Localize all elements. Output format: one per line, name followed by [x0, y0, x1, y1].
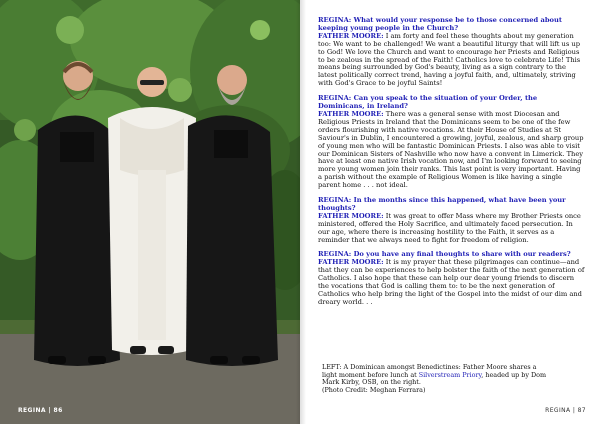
- photo-caption: [322, 364, 552, 394]
- page-number-left: REGINA | 86: [18, 407, 63, 414]
- interview-question: REGINA: In the months since this happened, what have been your thoughts?: [318, 196, 566, 212]
- silverstream-priory-link[interactable]: Silverstream Priory: [418, 370, 482, 379]
- interview-speaker: FATHER MOORE:: [318, 109, 384, 118]
- interview-answer: There was a general sense with most Diocesan and Religious Priests in Ireland that the Dominicans seem to be one of the few orders flourishing with native vocations. At their House of Studies at St Saviour's in Dublin, I encountered a growing, joyful, zealous, and sharp group of young men who will be fantastic Dominican Priests. I also was able to visit our Dominican Sisters of Nashville who now have a convent in Limerick. They have at least one native Irish vocation now, and I'm looking forward to seeing more young women join their ranks. This last point is very important. Having a parish without the example of Religious Women is like having a single parent home . . . not ideal.: [318, 109, 584, 190]
- interview-speaker: FATHER MOORE:: [318, 258, 384, 267]
- interview-question: REGINA: Can you speak to the situation of your Order, the Dominicans, in Ireland?: [318, 94, 538, 111]
- interview-column: [318, 17, 586, 314]
- interview-answer: I am forty and feel these thoughts about my generation too: We want to be challenged! We want a beautiful liturgy that will lift us up to God! We love the Church and want to encourage her Priests and Religious to be zealous in the spread of the Faith! Catholics love to celebrate Life! This means being surrounded by God's beauty, living as a sign contrary to the latest politically correct trend, having a joyful faith, and, ultimately, striving with God's Grace to be joyful Saints!: [318, 31, 581, 88]
- interview-answer: It was great to offer Mass where my Brother Priests once ministered, offered the Holy Sacrifice, and ultimately faced persecution. In our age, where there is increasing hostility to the Faith, it serves as a reminder that we always need to fight for freedom of religion.: [318, 211, 581, 244]
- right-page: [300, 0, 600, 424]
- photo-credit: (Photo Credit: Meghan Ferrara): [322, 385, 426, 394]
- interview-item: [318, 251, 586, 306]
- interview-item: [318, 17, 586, 88]
- interview-speaker: FATHER MOORE:: [318, 31, 384, 40]
- caption-text: LEFT: A Dominican amongst Benedictines: Father Moore shares a light moment before lunch at: [322, 363, 537, 379]
- page-number-right: REGINA | 87: [545, 407, 586, 414]
- interview-speaker: FATHER MOORE:: [318, 211, 384, 220]
- interview-question: REGINA: Do you have any final thoughts to share with our readers?: [318, 250, 571, 259]
- interview-item: [318, 95, 586, 190]
- interview-question: REGINA: What would your response be to those concerned about keeping young people in the Church?: [318, 16, 562, 32]
- caption-text-end: , headed up by Dom Mark Kirby, OSB, on the right.: [322, 370, 547, 387]
- interview-item: [318, 197, 586, 244]
- interview-answer: It is my prayer that these pilgrimages can continue—and that they can be experiences to help bolster the faith of the next generation of Catholics. I also hope that these can help our dear young friends to discern the vocations that God is calling them to: to be the next generation of Catholics who help bring the light of the Gospel into the midst of our dim and dreary world. . .: [318, 258, 585, 306]
- page-gutter: [296, 0, 306, 424]
